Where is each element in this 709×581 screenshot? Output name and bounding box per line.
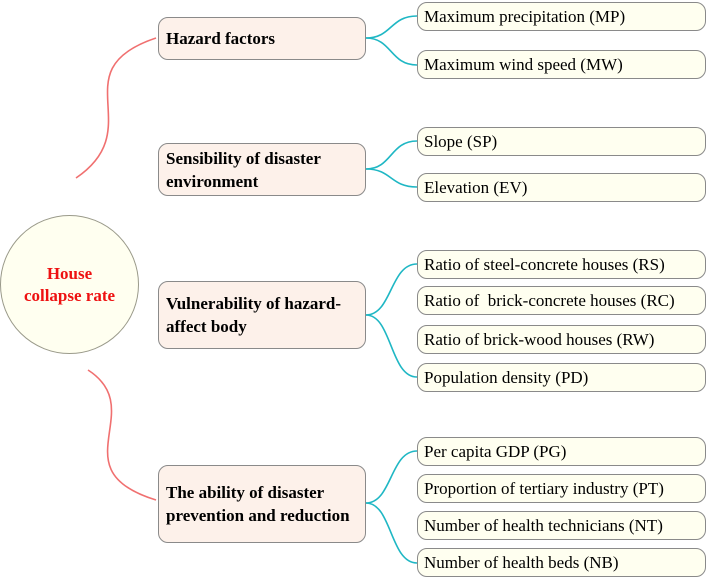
branch-connector [366,38,417,65]
category-label: Sensibility of disaster environment [166,148,321,191]
leaf-label: Maximum wind speed (MW) [424,54,623,74]
leaf-item [417,511,706,540]
leaf-item [417,50,706,79]
branch-connector [366,451,417,503]
category-label: Vulnerability of hazard-affect body [166,294,342,336]
branch-connector [366,141,417,169]
root-connector-lower [88,370,156,500]
leaf-label: Ratio of steel-concrete houses (RS) [424,254,665,274]
leaf-label: Number of health beds (NB) [424,552,619,572]
leaf-item [417,325,706,354]
leaf-label: Slope (SP) [424,131,498,151]
leaf-item [417,127,706,156]
root-node [0,215,139,354]
branch-connector [366,503,417,563]
branch-connector [366,16,417,38]
category-label: The ability of disaster prevention and reduction [166,483,350,525]
category-sensibility [158,143,366,196]
leaf-label: Per capita GDP (PG) [424,441,567,461]
root-connector-upper [76,38,156,178]
leaf-label: Ratio of brick-wood houses (RW) [424,329,655,349]
leaf-label: Population density (PD) [424,367,589,387]
category-label: Hazard factors [166,29,276,48]
category-hazard-factors [158,17,366,60]
leaf-label: Proportion of tertiary industry (PT) [424,478,664,498]
leaf-item [417,173,706,202]
branch-connector [366,315,417,377]
leaf-label: Maximum precipitation (MP) [424,6,626,26]
leaf-item [417,286,706,315]
leaf-item [417,548,706,577]
leaf-item [417,2,706,31]
leaf-label: Ratio of brick-concrete houses (RC) [424,290,675,310]
leaf-label: Elevation (EV) [424,177,528,197]
category-vulnerability [158,281,366,349]
leaf-item [417,474,706,503]
branch-connector [366,264,417,315]
leaf-item [417,437,706,466]
leaf-item [417,250,706,279]
leaf-item [417,363,706,392]
root-label: House collapse rate [23,263,116,305]
branch-connector [366,169,417,187]
leaf-label: Number of health technicians (NT) [424,515,663,535]
category-ability [158,465,366,543]
